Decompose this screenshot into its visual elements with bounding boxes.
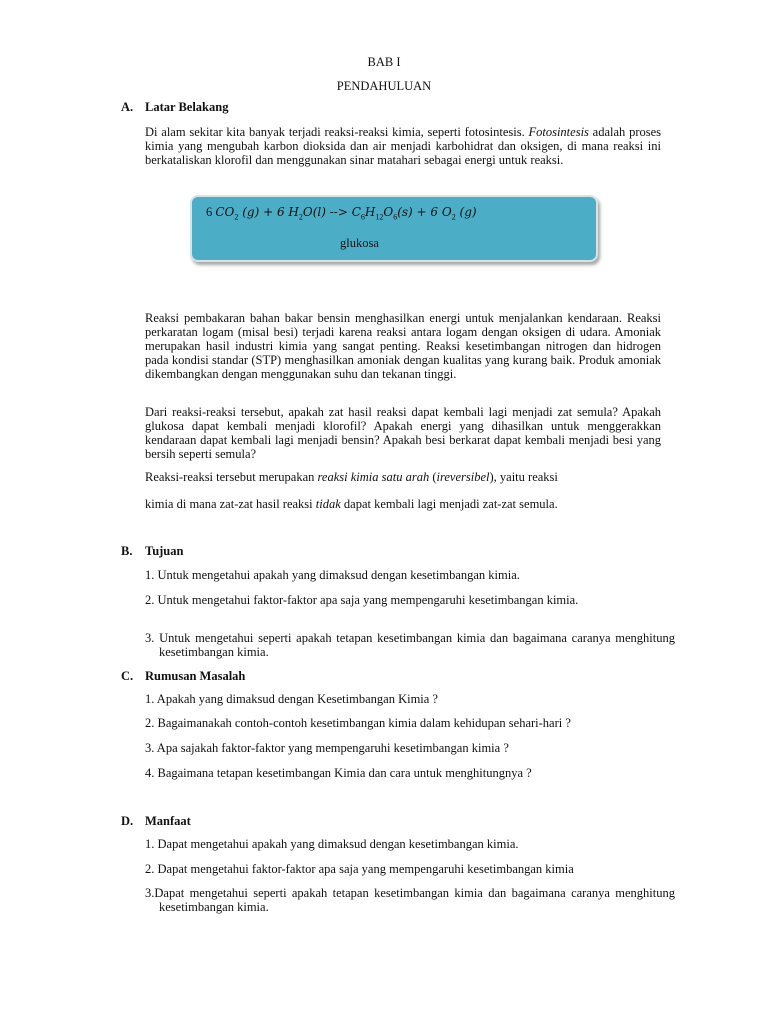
section-d-title: Manfaat	[145, 814, 191, 828]
section-c-title: Rumusan Masalah	[145, 669, 246, 683]
paragraph-text: dapat kembali lagi menjadi zat-zat semula.	[340, 497, 558, 511]
list-item: 2. Untuk mengetahui faktor-faktor apa saja yang mempengaruhi kesetimbangan kimia.	[145, 593, 579, 607]
eq-part: H	[364, 205, 376, 219]
eq-part: 6	[360, 212, 365, 222]
italic-term: reaksi kimia satu arah	[317, 470, 430, 484]
section-d-letter: D.	[121, 814, 134, 828]
paragraph-questions: Dari reaksi-reaksi tersebut, apakah zat hasil reaksi dapat kembali lagi menjadi zat semula? Apakah glukosa dapat kembali menjadi klorofil? Apakah energi yang dihasilkan untuk menggerakkan kendaraan dapat kembali lagi menjadi bensin? Apakah besi berkarat dapat kembali menjadi besi yang bersih seperti semula?	[145, 405, 661, 461]
list-item: 3. Apa sajakah faktor-faktor yang mempengaruhi kesetimbangan kimia ?	[145, 741, 509, 755]
paragraph-combustion: Reaksi pembakaran bahan bakar bensin menghasilkan energi untuk menjalankan kendaraan. Reaksi perkaratan logam (misal besi) terjadi karena reaksi antara logam dengan oksigen di udara. Amoniak merupakan hasil industri kimia yang sangat penting. Reaksi kesetimbangan nitrogen dan hidrogen pada kondisi standar (STP) menghasilkan amoniak dengan kualitas yang kurang baik. Produk amoniak dikembangkan dengan menggunakan suhu dan tekanan tinggi.	[145, 311, 661, 381]
list-item: 1. Untuk mengetahui apakah yang dimaksud dengan kesetimbangan kimia.	[145, 568, 520, 582]
eq-part: O	[441, 205, 452, 219]
equation-box	[190, 195, 598, 262]
chapter-label: BAB I	[367, 55, 401, 69]
list-item: 3.Dapat mengetahui seperti apakah tetapan kesetimbangan kimia dan bagaimana caranya menghitung kesetimbangan kimia.	[145, 886, 675, 914]
list-item: 2. Bagaimanakah contoh-contoh kesetimbangan kimia dalam kehidupan sehari-hari ?	[145, 716, 571, 730]
paragraph-text: (	[429, 470, 437, 484]
eq-part: C	[351, 205, 361, 219]
eq-part: (g)	[455, 205, 477, 219]
photosynthesis-equation	[206, 205, 477, 225]
eq-part: H	[288, 205, 299, 219]
section-b-title: Tujuan	[145, 544, 184, 558]
paragraph-text: ), yaitu reaksi	[489, 470, 558, 484]
list-item: 1. Dapat mengetahui apakah yang dimaksud dengan kesetimbangan kimia.	[145, 837, 519, 851]
italic-term: Fotosintesis	[528, 125, 589, 139]
paragraph-irreversible-2	[145, 497, 661, 511]
eq-part: 6	[206, 205, 216, 219]
section-b-letter: B.	[121, 544, 133, 558]
eq-part: (g) + 6	[238, 205, 289, 219]
chapter-title: PENDAHULUAN	[336, 79, 432, 93]
list-item: 2. Dapat mengetahui faktor-faktor apa saja yang mempengaruhi kesetimbangan kimia	[145, 862, 574, 876]
section-a-title: Latar Belakang	[145, 100, 229, 114]
paragraph-text: Reaksi-reaksi tersebut merupakan	[145, 470, 318, 484]
paragraph-irreversible-1	[145, 470, 661, 484]
list-item: 3. Untuk mengetahui seperti apakah tetapan kesetimbangan kimia dan bagaimana caranya menghitung kesetimbangan kimia.	[145, 631, 675, 659]
glukosa-label: glukosa	[340, 236, 379, 250]
italic-term: ireversibel	[436, 470, 490, 484]
paragraph-text: Di alam sekitar kita banyak terjadi reaksi-reaksi kimia, seperti fotosintesis.	[145, 125, 525, 139]
section-c-letter: C.	[121, 669, 134, 683]
eq-part: 6	[393, 212, 398, 222]
eq-part: O	[302, 205, 313, 219]
list-item: 1. Apakah yang dimaksud dengan Kesetimbangan Kimia ?	[145, 692, 438, 706]
eq-part: 2	[234, 212, 239, 222]
eq-part: 12	[375, 212, 384, 222]
eq-part: (s) + 6	[397, 205, 442, 219]
section-a-letter: A.	[121, 100, 134, 114]
eq-part: (l) -->	[312, 205, 352, 219]
paragraph-photosynthesis	[145, 125, 661, 167]
italic-term: tidak	[315, 497, 341, 511]
eq-part: O	[383, 205, 394, 219]
eq-part: 2	[298, 212, 303, 222]
eq-part: CO	[215, 205, 235, 219]
paragraph-text: adalah proses kimia yang mengubah karbon dioksida dan air menjadi karbohidrat dan oksigen, di mana reaksi ini berkataliskan klorofil dan menggunakan sinar matahari sebagai energi untuk reaksi.	[145, 125, 662, 167]
list-item: 4. Bagaimana tetapan kesetimbangan Kimia dan cara untuk menghitungnya ?	[145, 766, 532, 780]
eq-part: 2	[451, 212, 456, 222]
paragraph-text: kimia di mana zat-zat hasil reaksi	[145, 497, 316, 511]
